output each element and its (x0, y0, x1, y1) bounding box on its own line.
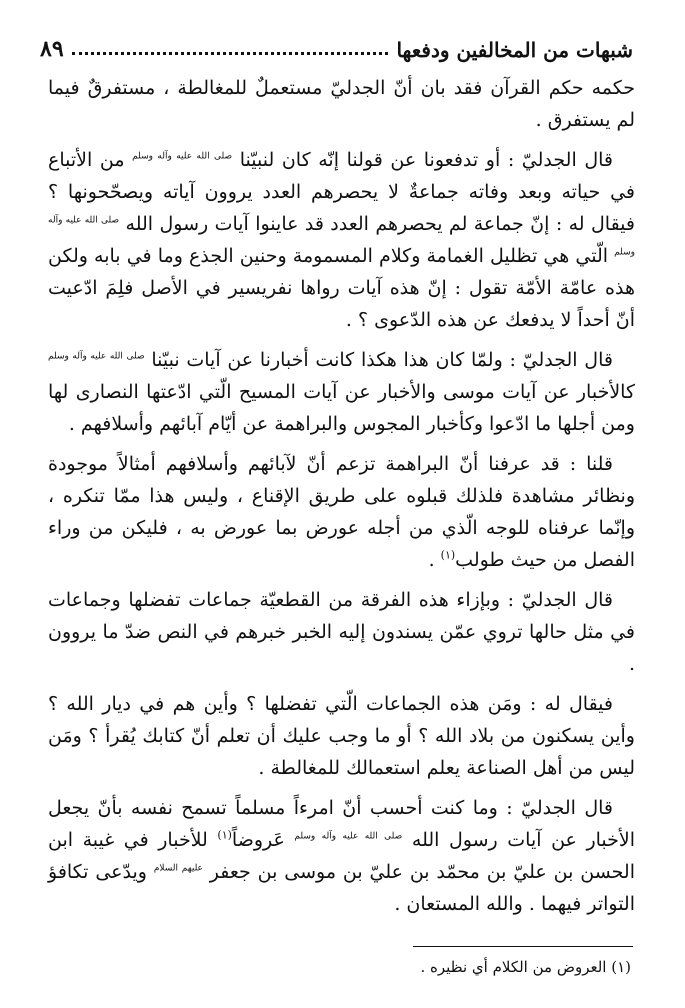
salutation-glyph: صلى الله عليه وآله وسلم (48, 215, 635, 258)
paragraph (48, 72, 635, 136)
paragraph-text: قال الجدليّ : أو تدفعونا عن قولنا إنّه كان لنبيّنا (232, 149, 614, 171)
paragraph-text: كالأخبار عن آيات موسى والأخبار عن آيات المسيح الّتي ادّعتها النصارى لها ومن أجلها ما ادّعوا وكأخبار المجوس والبراهمة عن أيّام آبائهم وأسلافهم . (48, 381, 635, 435)
paragraph-text: . (428, 549, 441, 571)
paragraph-text: ويدّعى تكافؤ التواتر فيهما . والله المستعان . (48, 861, 635, 915)
paragraph (48, 688, 635, 784)
paragraph-text: حكمه حكم القرآن فقد بان أنّ الجدليّ مستعملٌ للمغالطة ، مستفرقٌ فيما لم يستفرق . (48, 77, 635, 131)
salutation-glyph: صلى الله عليه وآله وسلم (294, 831, 403, 842)
paragraph-text: فيقال له : ومَن هذه الجماعات الّتي تفضلها ؟ وأين هم في ديار الله ؟ وأين يسكنون من بلاد الله ؟ أو ما وجب عليك أن تعلم أنّ كتابك يُقرأ ؟ ومَن ليس من أهل الصناعة يعلم استعمالك للمغالطة . (48, 693, 635, 779)
footnote-rule (413, 946, 633, 947)
paragraph (48, 584, 635, 680)
paragraph-text: قال الجدليّ : وبإزاء هذه الفرقة من القطعيّة جماعات تفضلها وجماعات في مثل حالها تروي عمّن يسندون إليه الخبر خبرهم في النص ضدّ ما يروون . (48, 589, 635, 675)
page-body (48, 72, 635, 928)
salutation-glyph: صلى الله عليه وآله وسلم (132, 151, 233, 162)
salutation-glyph: صلى الله عليه وآله وسلم (48, 351, 145, 362)
paragraph (48, 792, 635, 920)
paragraph-text: قال الجدليّ : ولمّا كان هذا هكذا كانت أخبارنا عن آيات نبيّنا (144, 349, 613, 371)
paragraph-text: قلنا : قد عرفنا أنّ البراهمة تزعم أنّ لآبائهم وأسلافهم أمثالاً موجودة ونظائر مشاهدة فلذلك قبلوه على طريق الإقناع ، وليس هذا ممّا تنكره ، وإنّما عرفناه للوجه الّذي من أجله عورض بما عورض به ، فليكن من وراء الفصل من حيث طولب (48, 453, 635, 571)
footnote: (١) العروض من الكلام أي نظيره . (420, 958, 631, 976)
header-dot-leader (72, 52, 389, 55)
paragraph-text: من الأتباع في حياته وبعد وفاته جماعةٌ لا يحصرهم العدد يروون آياته ويصحّحونها ؟ فيقال له : إنّ جماعة لم يحصرهم العدد قد عاينوا آيات رسول الله (48, 149, 635, 235)
header-title: شبهات من المخالفين ودفعها (396, 38, 633, 62)
salutation-glyph: عليهم السلام (153, 863, 203, 874)
paragraph-text: الّتي هي تظليل الغمامة وكلام المسمومة وحنين الجذع وما في بابه ولكن هذه عامّة الأمّة تقول : إنّ هذه آيات رواها نفريسير في الأصل فلِمَ ادّعيت أنّ أحداً لا يدفعك عن هذه الدّعوى ؟ . (48, 245, 635, 331)
paragraph (48, 144, 635, 336)
paragraph-text: للأخبار في غيبة ابن الحسن بن عليّ بن محمّد بن عليّ بن موسى بن جعفر (48, 829, 635, 883)
paragraph (48, 344, 635, 440)
paragraph-text: عَروضاً (231, 829, 295, 851)
paragraph-text: قال الجدليّ : وما كنت أحسب أنّ امرءاً مسلماً تسمح نفسه بأنّ يجعل الأخبار عن آيات رسول الله (48, 797, 636, 851)
paragraph (48, 448, 635, 576)
footnote-reference: (١) (217, 828, 232, 842)
page-number: ٨٩ (40, 36, 64, 62)
running-header (40, 22, 633, 62)
footnote-reference: (١) (440, 548, 456, 562)
